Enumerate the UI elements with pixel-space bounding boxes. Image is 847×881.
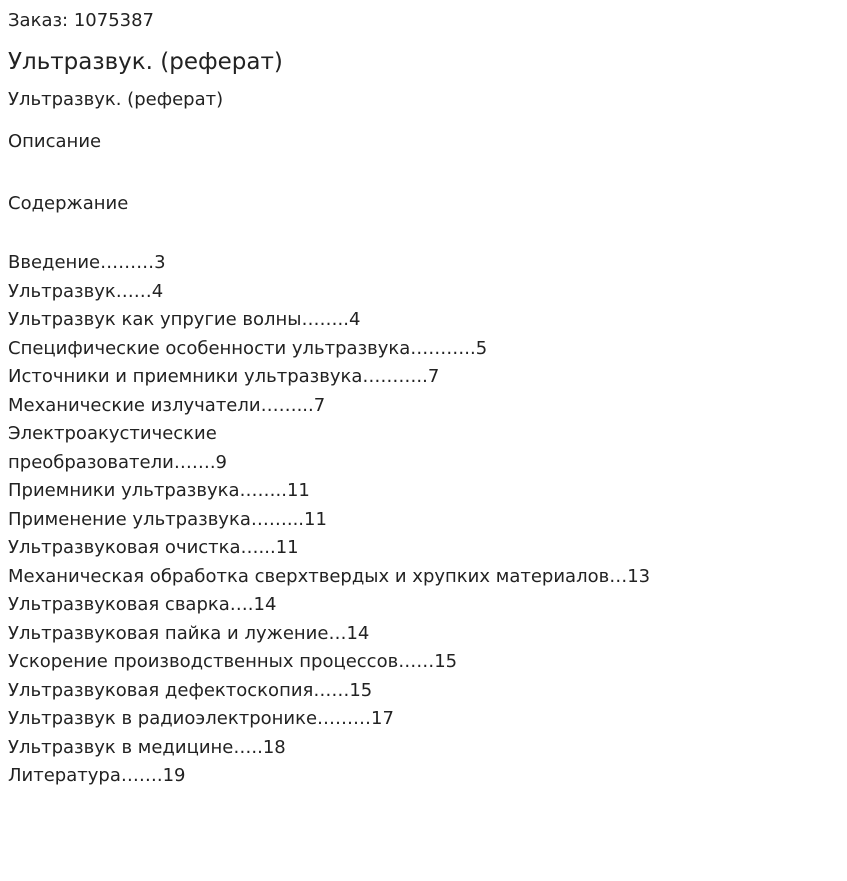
toc-item: Ультразвук в медицине…..18 xyxy=(8,736,286,758)
toc-item: Механическая обработка сверхтвердых и хрупких материалов…13 xyxy=(8,565,651,587)
toc-item: Ультразвуковая сварка….14 xyxy=(8,594,277,615)
toc-item: Электроакустические xyxy=(8,423,217,444)
toc-item: Применение ультразвука……...11 xyxy=(8,508,327,530)
toc-item: Ультразвуковая очистка…...11 xyxy=(8,537,299,558)
page-title: Ультразвук. (реферат) xyxy=(8,49,283,75)
toc-item: Источники и приемники ультразвука………..7 xyxy=(8,366,440,387)
toc-item: Ультразвук как упругие волны……..4 xyxy=(8,309,361,330)
table-of-contents xyxy=(8,249,650,791)
toc-item: Ультразвук……4 xyxy=(8,280,164,302)
toc-item: Ускорение производственных процессов……15 xyxy=(8,651,458,672)
toc-heading: Содержание xyxy=(8,193,129,214)
toc-item: Введение………3 xyxy=(8,252,166,273)
toc-item: Механические излучатели……...7 xyxy=(8,394,326,416)
toc-item: Ультразвуковая пайка и лужение…14 xyxy=(8,622,370,644)
order-number: 1075387 xyxy=(73,10,155,31)
order-label: Заказ: xyxy=(8,10,69,31)
toc-item: Литература…….19 xyxy=(8,765,186,786)
toc-item: преобразователи…….9 xyxy=(8,451,227,473)
description-heading: Описание xyxy=(8,131,102,152)
page-subtitle: Ультразвук. (реферат) xyxy=(8,89,224,110)
order-line xyxy=(8,10,154,32)
toc-item: Ультразвук в радиоэлектронике………17 xyxy=(8,708,394,729)
toc-item: Приемники ультразвука……..11 xyxy=(8,480,310,501)
toc-item: Ультразвуковая дефектоскопия……15 xyxy=(8,679,373,701)
toc-item: Специфические особенности ультразвука………..5 xyxy=(8,337,488,359)
